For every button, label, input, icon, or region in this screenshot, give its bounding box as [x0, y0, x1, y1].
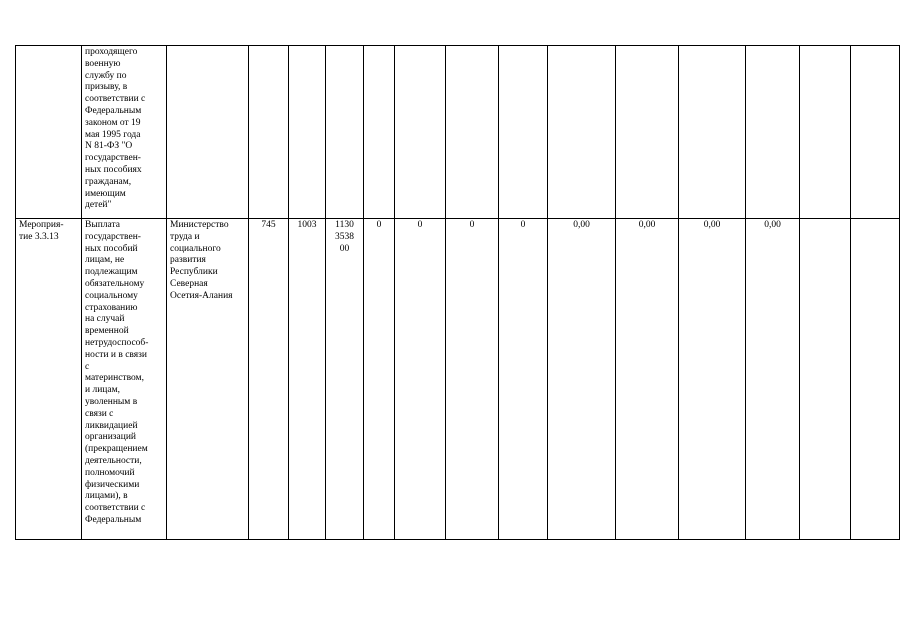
cell-value: 0	[395, 219, 446, 540]
cell-value	[446, 46, 499, 219]
cell-measure-number	[16, 46, 82, 219]
cell-value	[548, 46, 616, 219]
cell-code-grbs	[249, 46, 289, 219]
cell-value	[851, 219, 900, 540]
cell-code-target: 1130 3538 00	[326, 219, 364, 540]
cell-value: 0,00	[679, 219, 746, 540]
cell-value	[800, 46, 851, 219]
cell-value	[851, 46, 900, 219]
cell-value: 0,00	[548, 219, 616, 540]
cell-value	[800, 219, 851, 540]
cell-responsible: Министерство труда и социального развития Республики Северная Осетия-Алания	[167, 219, 249, 540]
cell-value	[746, 46, 800, 219]
cell-measure-description: Выплата государствен- ных пособий лицам, не подлежащим обязательному социальному страхованию на случай временной нетрудоспособ- ности и в связи с материнством, и лицам, уволенным в связи с ликвидацией организаций (прекращением деятельности, полномочий физическими лицами), в соответствии с Федеральным	[82, 219, 167, 540]
table-row	[16, 46, 900, 219]
cell-value: 0,00	[746, 219, 800, 540]
cell-code-type: 0	[364, 219, 395, 540]
cell-measure-description: проходящего военную службу по призыву, в соответствии с Федеральным законом от 19 мая 1995 года N 81-ФЗ "О государствен- ных пособиях гражданам, имеющим детей"	[82, 46, 167, 219]
cell-responsible	[167, 46, 249, 219]
budget-table	[15, 45, 900, 540]
cell-value: 0,00	[616, 219, 679, 540]
cell-value	[679, 46, 746, 219]
cell-value	[395, 46, 446, 219]
cell-measure-number: Мероприя- тие 3.3.13	[16, 219, 82, 540]
cell-code-type	[364, 46, 395, 219]
cell-code-section: 1003	[289, 219, 326, 540]
cell-value: 0	[446, 219, 499, 540]
cell-value: 0	[499, 219, 548, 540]
cell-value	[499, 46, 548, 219]
cell-code-target	[326, 46, 364, 219]
table-row	[16, 219, 900, 540]
cell-value	[616, 46, 679, 219]
cell-code-grbs: 745	[249, 219, 289, 540]
cell-code-section	[289, 46, 326, 219]
